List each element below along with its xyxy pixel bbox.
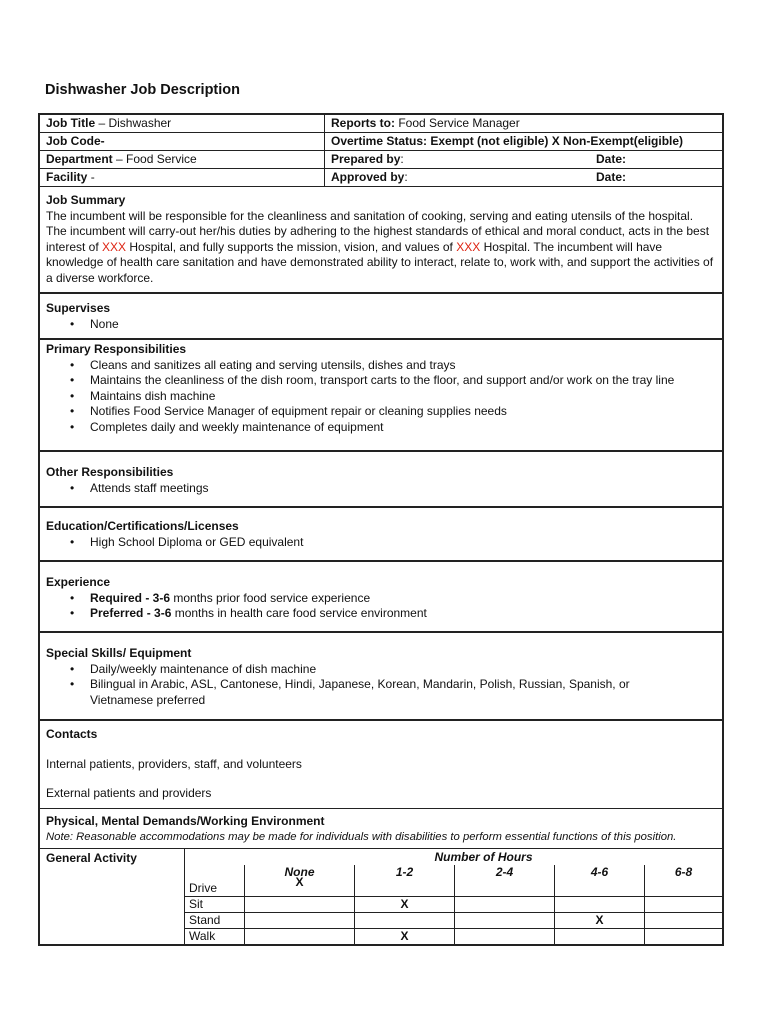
column-header: 6-8 <box>674 865 693 879</box>
education-list <box>46 535 716 551</box>
special-skills-section <box>40 633 722 721</box>
hours-mark <box>455 881 555 896</box>
activity-name: Stand <box>185 913 245 928</box>
activity-name: Walk <box>185 929 245 944</box>
hours-mark: X <box>555 913 645 928</box>
required-text: months prior food service experience <box>170 590 371 605</box>
supervises-title: Supervises <box>46 301 111 315</box>
list-item: • Maintains dish machine <box>90 389 716 405</box>
hours-mark <box>245 897 355 912</box>
prepared-by-label: Prepared by <box>331 152 401 166</box>
table-row <box>185 912 722 928</box>
job-summary-text-3: Hospital. The incumbent will have knowledge of health care sanitation and have demonstrated ability to interact, relate to, work with, and support the activities of a diverse workforce. <box>46 239 714 285</box>
education-title: Education/Certifications/Licenses <box>46 519 239 533</box>
supervises-list <box>46 317 716 333</box>
contacts-title: Contacts <box>46 727 98 741</box>
other-responsibilities-title: Other Responsibilities <box>46 465 174 479</box>
hours-grid <box>185 849 722 944</box>
department-label: Department <box>46 152 113 166</box>
list-item: • Notifies Food Service Manager of equipment repair or cleaning supplies needs <box>90 404 716 420</box>
physical-demands-section <box>40 809 722 849</box>
hours-mark <box>555 881 645 896</box>
hours-mark <box>355 913 455 928</box>
hospital-placeholder-1: XXX <box>102 239 127 254</box>
approved-date-label: Date: <box>596 170 627 184</box>
hours-mark <box>355 881 455 896</box>
reports-to-value: Food Service Manager <box>395 116 520 130</box>
experience-list <box>46 591 716 622</box>
other-responsibilities-section <box>40 452 722 508</box>
header-right <box>325 115 722 186</box>
department-value: – Food Service <box>112 152 197 166</box>
table-row <box>185 928 722 944</box>
facility-value: - <box>87 170 95 184</box>
list-item: • Daily/weekly maintenance of dish machine <box>90 662 716 678</box>
approved-by-line <box>325 169 722 186</box>
job-summary-title: Job Summary <box>46 193 126 207</box>
job-description-table <box>38 113 724 946</box>
accommodation-note: Note: Reasonable accommodations may be made for individuals with disabilities to perform essential functions of this position. <box>46 830 677 843</box>
primary-responsibilities-section <box>40 340 722 452</box>
list-item: • Attends staff meetings <box>90 481 716 497</box>
list-item: • Bilingual in Arabic, ASL, Cantonese, Hindi, Japanese, Korean, Mandarin, Polish, Russian, Spanish, or Vietnamese preferred <box>90 677 716 708</box>
list-item: • High School Diploma or GED equivalent <box>90 535 716 551</box>
column-header: 2-4 <box>455 865 555 881</box>
list-item: • Cleans and sanitizes all eating and serving utensils, dishes and trays <box>90 358 716 374</box>
job-summary-section <box>40 187 722 294</box>
job-code-label: Job Code- <box>46 134 105 148</box>
approved-by-label: Approved by <box>331 170 405 184</box>
approved-by-colon: : <box>404 170 408 184</box>
contacts-section <box>40 721 722 809</box>
hours-mark <box>645 881 722 896</box>
hours-mark <box>245 913 355 928</box>
column-header: 4-6 <box>555 865 645 881</box>
facility-line <box>40 169 324 186</box>
reports-to-label: Reports to: <box>331 116 395 130</box>
list-item: • None <box>90 317 716 333</box>
general-activity-table <box>40 849 722 944</box>
hours-mark: X <box>245 875 355 896</box>
department-line <box>40 151 324 169</box>
preferred-label: Preferred - 3-6 <box>90 606 172 620</box>
special-skills-title: Special Skills/ Equipment <box>46 646 192 660</box>
general-activity-label: General Activity <box>40 849 185 944</box>
hospital-placeholder-2: XXX <box>456 239 481 254</box>
hours-mark <box>645 929 722 944</box>
hours-mark: X <box>355 929 455 944</box>
activity-column-header <box>185 865 245 881</box>
table-row <box>185 875 722 896</box>
activity-name: Sit <box>185 897 245 912</box>
column-header: 1-2 <box>355 865 455 881</box>
hours-mark <box>455 929 555 944</box>
required-label: Required - 3-6 <box>90 590 171 605</box>
hours-mark: X <box>355 897 455 912</box>
prepared-by-line <box>325 151 722 169</box>
list-item: • Completes daily and weekly maintenance of equipment <box>90 420 716 436</box>
prepared-by-colon: : <box>400 152 404 166</box>
prepared-date-label: Date: <box>596 152 627 166</box>
activity-name: Drive <box>185 881 245 896</box>
list-item: • Maintains the cleanliness of the dish room, transport carts to the floor, and support and/or work on the tray line <box>90 373 716 389</box>
job-code-line <box>40 133 324 151</box>
job-title-value: – Dishwasher <box>95 116 172 130</box>
list-item <box>90 591 716 607</box>
education-section <box>40 508 722 562</box>
other-responsibilities-list <box>46 481 716 497</box>
hours-mark <box>245 929 355 944</box>
header-block <box>40 115 722 187</box>
experience-title: Experience <box>46 575 111 589</box>
job-summary-text-1: The incumbent will be responsible for the cleanliness and sanitation of cooking, serving and eating utensils of the hospital. The incumbent will carry-out her/his duties by adhering to the highest standards of ethical and moral conduct, acts in the best interest of <box>46 208 710 254</box>
supervises-section <box>40 294 722 340</box>
table-row <box>185 896 722 912</box>
document-title: Dishwasher Job Description <box>45 82 240 98</box>
column-header: None <box>245 865 355 881</box>
hours-mark <box>455 913 555 928</box>
preferred-text: months in health care food service environment <box>171 606 427 620</box>
hours-mark <box>555 929 645 944</box>
overtime-status-line: Overtime Status: Exempt (not eligible) X Non-Exempt(eligible) <box>325 133 722 151</box>
contacts-internal: Internal patients, providers, staff, and volunteers <box>46 756 302 771</box>
hours-mark <box>455 897 555 912</box>
list-item <box>90 606 716 622</box>
experience-section <box>40 562 722 633</box>
hours-mark <box>645 913 722 928</box>
hours-mark <box>645 897 722 912</box>
job-title-label: Job Title <box>46 116 96 130</box>
physical-demands-title: Physical, Mental Demands/Working Environment <box>46 814 325 828</box>
job-title-line <box>40 115 324 133</box>
primary-responsibilities-list <box>46 358 716 436</box>
facility-label: Facility <box>46 170 88 184</box>
special-skills-list <box>46 662 716 709</box>
hours-mark <box>555 897 645 912</box>
reports-to-line <box>325 115 722 133</box>
number-of-hours-header: Number of Hours <box>434 850 533 864</box>
job-summary-text-2: Hospital, and fully supports the mission, vision, and values of <box>126 239 457 254</box>
job-summary-text <box>46 209 716 287</box>
primary-responsibilities-title: Primary Responsibilities <box>46 342 187 356</box>
contacts-external: External patients and providers <box>46 786 212 800</box>
header-left <box>40 115 325 186</box>
